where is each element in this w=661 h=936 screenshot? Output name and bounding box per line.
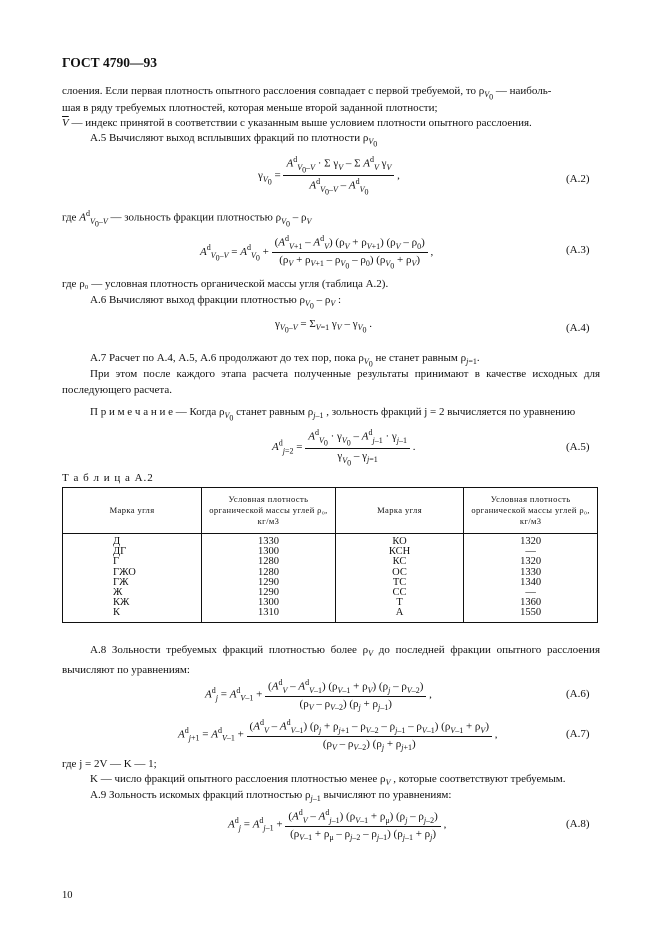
- table-header: Марка угля: [335, 488, 463, 534]
- table-cell: 1320: [464, 557, 598, 567]
- text-span: А.9 Зольность искомых фракций плотностью ρ: [90, 789, 311, 801]
- table-cell: —: [464, 547, 598, 557]
- table-cell: 1300: [202, 598, 336, 608]
- section-a7: А.7 Расчет по А.4, А.5, А.6 продолжают до тех пор, пока $\rho_{V_0}$ не станет равным $\rho_{j=1}$.: [90, 352, 480, 369]
- table-header: Условная плотность органической массы углей ρ₀, кг/м3: [202, 488, 336, 534]
- table-cell: Д: [63, 534, 202, 548]
- table-header: Условная плотность органической массы углей ρ₀, кг/м3: [464, 488, 598, 534]
- table-cell: 1340: [464, 578, 598, 588]
- v-index-definition: $\overline{V}$ — индекс принятой в соответствии с указанным выше условием плотности опытного расслоения.: [62, 117, 532, 129]
- text-span: станет равным ρ: [233, 406, 314, 418]
- table-cell: ГЖ: [63, 578, 202, 588]
- table-caption: Т а б л и ц а А.2: [62, 472, 154, 484]
- table-cell: КЖ: [63, 598, 202, 608]
- table-header: Марка угля: [63, 488, 202, 534]
- table-cell: 1280: [202, 568, 336, 578]
- table-cell: Т: [335, 598, 463, 608]
- where-rho0: где ρ₀ — условная плотность органической массы угля (таблица А.2).: [62, 278, 389, 290]
- text-span: не станет равным ρ: [372, 352, 467, 364]
- equation-number: (А.5): [566, 441, 590, 453]
- paragraph-continuation: слоения. Если первая плотность опытного расслоения совпадает с первой требуемой, то $\rho_{V_0}$ — наиболь-: [62, 85, 552, 102]
- text-span: — наиболь-: [493, 85, 552, 97]
- section-a9: А.9 Зольность искомых фракций плотностью $\rho_{j-1}$ вычисляют по уравнениям:: [90, 789, 452, 804]
- equation-a2: $\gamma_{V_0}$ = $\frac{A^d_{V_0-V} \cdot \Sigma \gamma_V - \Sigma A^d_V \gamma_V}{A^d_{V_0-V} - A^d_{V_0}}$ ,: [258, 155, 400, 197]
- text-span: А.6 Вычисляют выход фракции плотностью ρ: [90, 294, 305, 306]
- table-cell: 1330: [202, 534, 336, 548]
- section-a5: А.5 Вычисляют выход всплывших фракций по плотности $\rho_{V_0}$: [90, 132, 378, 149]
- text-span: , которые соответствуют требуемым.: [390, 773, 566, 785]
- document-header: ГОСТ 4790—93: [62, 55, 158, 70]
- text-span: А.7 Расчет по А.4, А.5, А.6 продолжают до тех пор, пока ρ: [90, 352, 364, 364]
- text-span: А.8 Зольности требуемых фракций плотностью более ρ: [90, 644, 369, 656]
- table-cell: КС: [335, 557, 463, 567]
- table-row: [63, 588, 598, 598]
- equation-number: (А.2): [566, 173, 590, 185]
- equation-a5: $A^d_{j=2}$ = $\frac{A^d_{V_0} \cdot \gamma_{V_0} - A^d_{j-1} \cdot \gamma_{j-1}}{\gamma_{V_0} - \gamma_{j=1}}$ .: [272, 428, 416, 468]
- text-span: , зольность фракций j = 2 вычисляется по уравнению: [323, 406, 576, 418]
- section-a8: А.8 Зольности требуемых фракций плотностью более $\rho_V$ до последней фракции опытного расслоения вычисляют по уравнениям:: [62, 644, 601, 677]
- k-definition: K — число фракций опытного расслоения плотностью менее $\rho_V$ , которые соответствуют требуемым.: [90, 773, 566, 788]
- table-cell: КО: [335, 534, 463, 548]
- equation-number: (А.7): [566, 728, 590, 740]
- text-span: — индекс принятой в соответствии с указанным выше условием плотности опытного расслоения.: [68, 117, 532, 129]
- table-row: [63, 578, 598, 588]
- text-span: K — число фракций опытного расслоения плотностью менее ρ: [90, 773, 386, 785]
- text-span: слоения. Если первая плотность опытного расслоения совпадает с первой требуемой, то ρ: [62, 85, 485, 97]
- note: П р и м е ч а н и е — Когда $\rho_{V_0}$ станет равным $\rho_{j-1}$ , зольность фракций j = 2 вычисляется по уравнению: [90, 406, 576, 423]
- table-cell: ГЖО: [63, 568, 202, 578]
- section-a7-continuation: При этом после каждого этапа расчета полученные результаты принимают в качестве исходных для последующего расчета.: [62, 368, 600, 396]
- text-span: где: [62, 211, 80, 224]
- table-cell: 1290: [202, 578, 336, 588]
- equation-a3: $A^d_{V_0-V} = A^d_{V_0}$ + $\frac{(A^d_{V+1} - A^d_V) (\rho_V + \rho_{V+1}) (\rho_V - \rho_0)}{(\rho_V + \rho_{V+1} - \rho_{V_0} - \rho_0) (\rho_{V_0} + \rho_V)}$ ,: [200, 234, 434, 271]
- table-cell: 1300: [202, 547, 336, 557]
- table-cell: 1290: [202, 588, 336, 598]
- table-cell: 1310: [202, 608, 336, 622]
- equation-number: (А.6): [566, 688, 590, 700]
- table-row: [63, 557, 598, 567]
- table-cell: —: [464, 588, 598, 598]
- table-cell: 1550: [464, 608, 598, 622]
- table-cell: 1360: [464, 598, 598, 608]
- equation-number: (А.4): [566, 322, 590, 334]
- table-cell: А: [335, 608, 463, 622]
- coal-density-table: [62, 487, 598, 623]
- equation-a8: $A^d_j = A^d_{j-1}$ + $\frac{(A^d_V - A^d_{j-1}) (\rho_{V-1} + \rho_\mu) (\rho_j - \rho_{j-2})}{(\rho_{V-1} + \rho_\mu - \rho_{j-2} - \rho_{j-1}) (\rho_{j-1} + \rho_j)}$ ,: [228, 808, 447, 843]
- equation-a7: $A^d_{j+1} = A^d_{V-1}$ + $\frac{(A^d_V - A^d_{V-1}) (\rho_j + \rho_{j+1} - \rho_{V-2} - \rho_{j-1} - \rho_{V-1}) (\rho_{V-1} + \rho_V)}{(\rho_V - \rho_{V-2}) (\rho_j + \rho_{j+1})}$ ,: [178, 718, 498, 753]
- table-cell: ОС: [335, 568, 463, 578]
- table-row: [63, 534, 598, 548]
- table-cell: Ж: [63, 588, 202, 598]
- text-span: А.5 Вычисляют выход всплывших фракций по плотности ρ: [90, 132, 369, 144]
- table-cell: Г: [63, 557, 202, 567]
- text-span: вычисляют по уравнениям:: [320, 789, 452, 801]
- equation-number: (А.8): [566, 818, 590, 830]
- table-cell: 1280: [202, 557, 336, 567]
- table-cell: 1320: [464, 534, 598, 548]
- text-span: — зольность фракции плотностью ρ: [107, 211, 282, 224]
- note-label: П р и м е ч а н и е: [90, 406, 173, 418]
- equation-number: (А.3): [566, 244, 590, 256]
- equation-a4: $\gamma_{V_0-V} = \Sigma_{V=1}$ $\gamma_V - \gamma_{V_0}$ .: [275, 318, 372, 335]
- text-span: до последней фракции опытного расслоения вычисляют по уравнениям:: [62, 644, 601, 677]
- page-number: 10: [62, 890, 73, 901]
- table-cell: СС: [335, 588, 463, 598]
- text-span: — Когда ρ: [173, 406, 225, 418]
- table-row: [63, 547, 598, 557]
- table-cell: КСН: [335, 547, 463, 557]
- table-row: [63, 568, 598, 578]
- table-cell: ТС: [335, 578, 463, 588]
- table-cell: 1330: [464, 568, 598, 578]
- where-ash-definition: где $A^d_{V_0-V}$ — зольность фракции плотностью $\rho_{V_0} - \rho_V$: [62, 209, 312, 229]
- paragraph-continuation-2: шая в ряду требуемых плотностей, которая меньше второй заданной плотности;: [62, 102, 438, 114]
- section-a6: А.6 Вычисляют выход фракции плотностью $\rho_{V_0} - \rho_V$ :: [90, 294, 342, 311]
- table-cell: ДГ: [63, 547, 202, 557]
- table-row: [63, 598, 598, 608]
- table-cell: К: [63, 608, 202, 622]
- where-j-definition: где j = 2V — K — 1;: [62, 758, 157, 770]
- equation-a6: $A^d_j = A^d_{V-1}$ + $\frac{(A^d_V - A^d_{V-1}) (\rho_{V-1} + \rho_V) (\rho_j - \rho_{V-2})}{(\rho_V - \rho_{V-2}) (\rho_j + \rho_{j-1})}$ ,: [205, 678, 432, 713]
- table-row: [63, 608, 598, 622]
